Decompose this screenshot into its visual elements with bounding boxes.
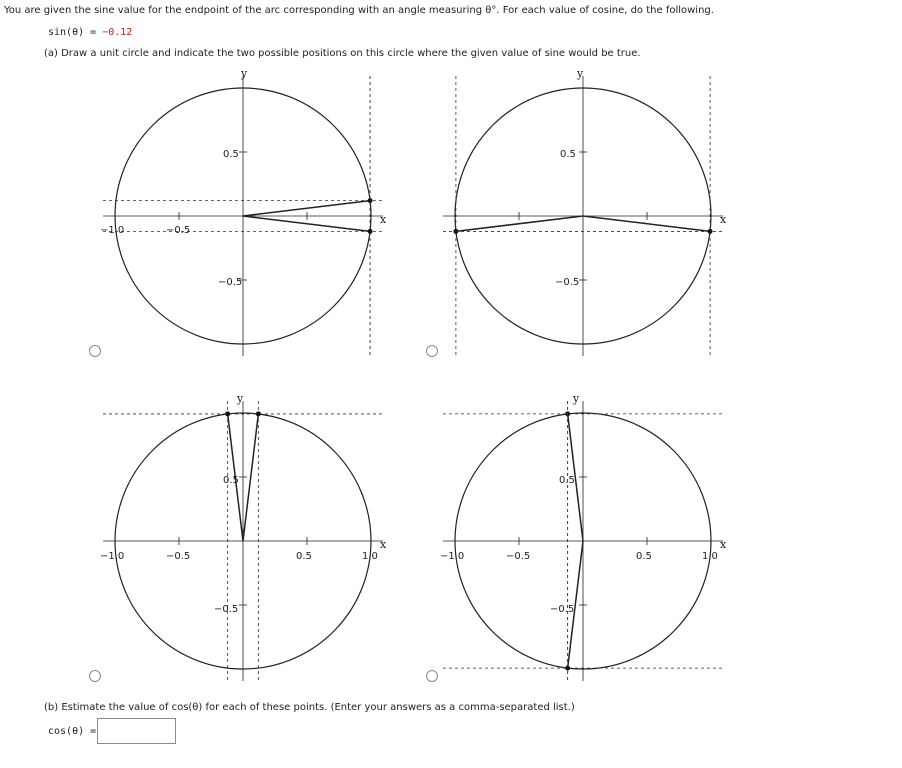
sine-value: −0.12: [102, 27, 133, 38]
point-marker: [368, 229, 373, 234]
option-d-graph: [440, 393, 740, 683]
option-c-drawing: [103, 401, 383, 681]
tick-y-half: 0.5: [223, 149, 239, 160]
part-a-prompt: (a) Draw a unit circle and indicate the two possible positions on this circle where the given value of sine would be true.: [44, 48, 641, 59]
y-axis-label: y: [577, 67, 584, 80]
radius-segment: [243, 414, 258, 541]
tick-y-half: 0.5: [559, 475, 575, 486]
option-c-radio[interactable]: [89, 670, 101, 682]
option-b-radio[interactable]: [426, 345, 438, 357]
radius-segment: [583, 216, 710, 231]
y-axis-label: y: [237, 392, 244, 405]
x-axis-label: x: [380, 213, 387, 226]
tick-x-neg-half: −0.5: [506, 551, 531, 562]
tick-y-half: 0.5: [223, 475, 239, 486]
tick-x-half: 0.5: [636, 551, 652, 562]
point-marker: [565, 666, 570, 671]
x-axis-label: x: [380, 538, 387, 551]
tick-y-neg-half: −0.5: [550, 604, 575, 615]
option-d-drawing: [443, 401, 723, 681]
tick-x-neg-1: −1.0: [100, 225, 125, 236]
option-c-graph: [100, 393, 400, 683]
radius-segment: [456, 216, 583, 231]
radius-segment: [243, 216, 370, 231]
cos-label: cos(θ) =: [48, 726, 97, 737]
tick-x-1: 1.0: [362, 551, 378, 562]
tick-x-half: 0.5: [296, 551, 312, 562]
option-a-drawing: [103, 76, 383, 356]
x-axis-label: x: [720, 213, 727, 226]
point-marker: [256, 411, 261, 416]
tick-x-neg-half: −0.5: [166, 225, 191, 236]
tick-x-neg-1: −1.0: [440, 551, 465, 562]
tick-x-1: 1.0: [702, 551, 718, 562]
sine-label: sin(θ) =: [48, 27, 103, 38]
y-axis-label: y: [241, 67, 248, 80]
option-d-radio[interactable]: [426, 670, 438, 682]
option-a-radio[interactable]: [89, 345, 101, 357]
tick-y-neg-half: −0.5: [214, 604, 239, 615]
tick-x-neg-1: −1.0: [100, 551, 125, 562]
y-axis-label: y: [573, 392, 580, 405]
tick-y-neg-half: −0.5: [555, 277, 580, 288]
option-b-drawing: [443, 76, 723, 356]
tick-x-neg-half: −0.5: [166, 551, 191, 562]
radius-segment: [243, 201, 370, 216]
cos-answer-input[interactable]: [97, 718, 176, 744]
x-axis-label: x: [720, 538, 727, 551]
tick-y-neg-half: −0.5: [218, 277, 243, 288]
option-a-graph: [100, 68, 400, 358]
question-intro: You are given the sine value for the endpoint of the arc corresponding with an angle measuring θ°. For each value of cosine, do the following.: [4, 5, 714, 16]
tick-y-half: 0.5: [560, 149, 576, 160]
option-b-graph: [440, 68, 740, 358]
part-b-prompt: (b) Estimate the value of cos(θ) for each of these points. (Enter your answers as a comma-separated list.): [44, 702, 575, 713]
sine-given: [48, 27, 132, 38]
point-marker: [708, 229, 713, 234]
